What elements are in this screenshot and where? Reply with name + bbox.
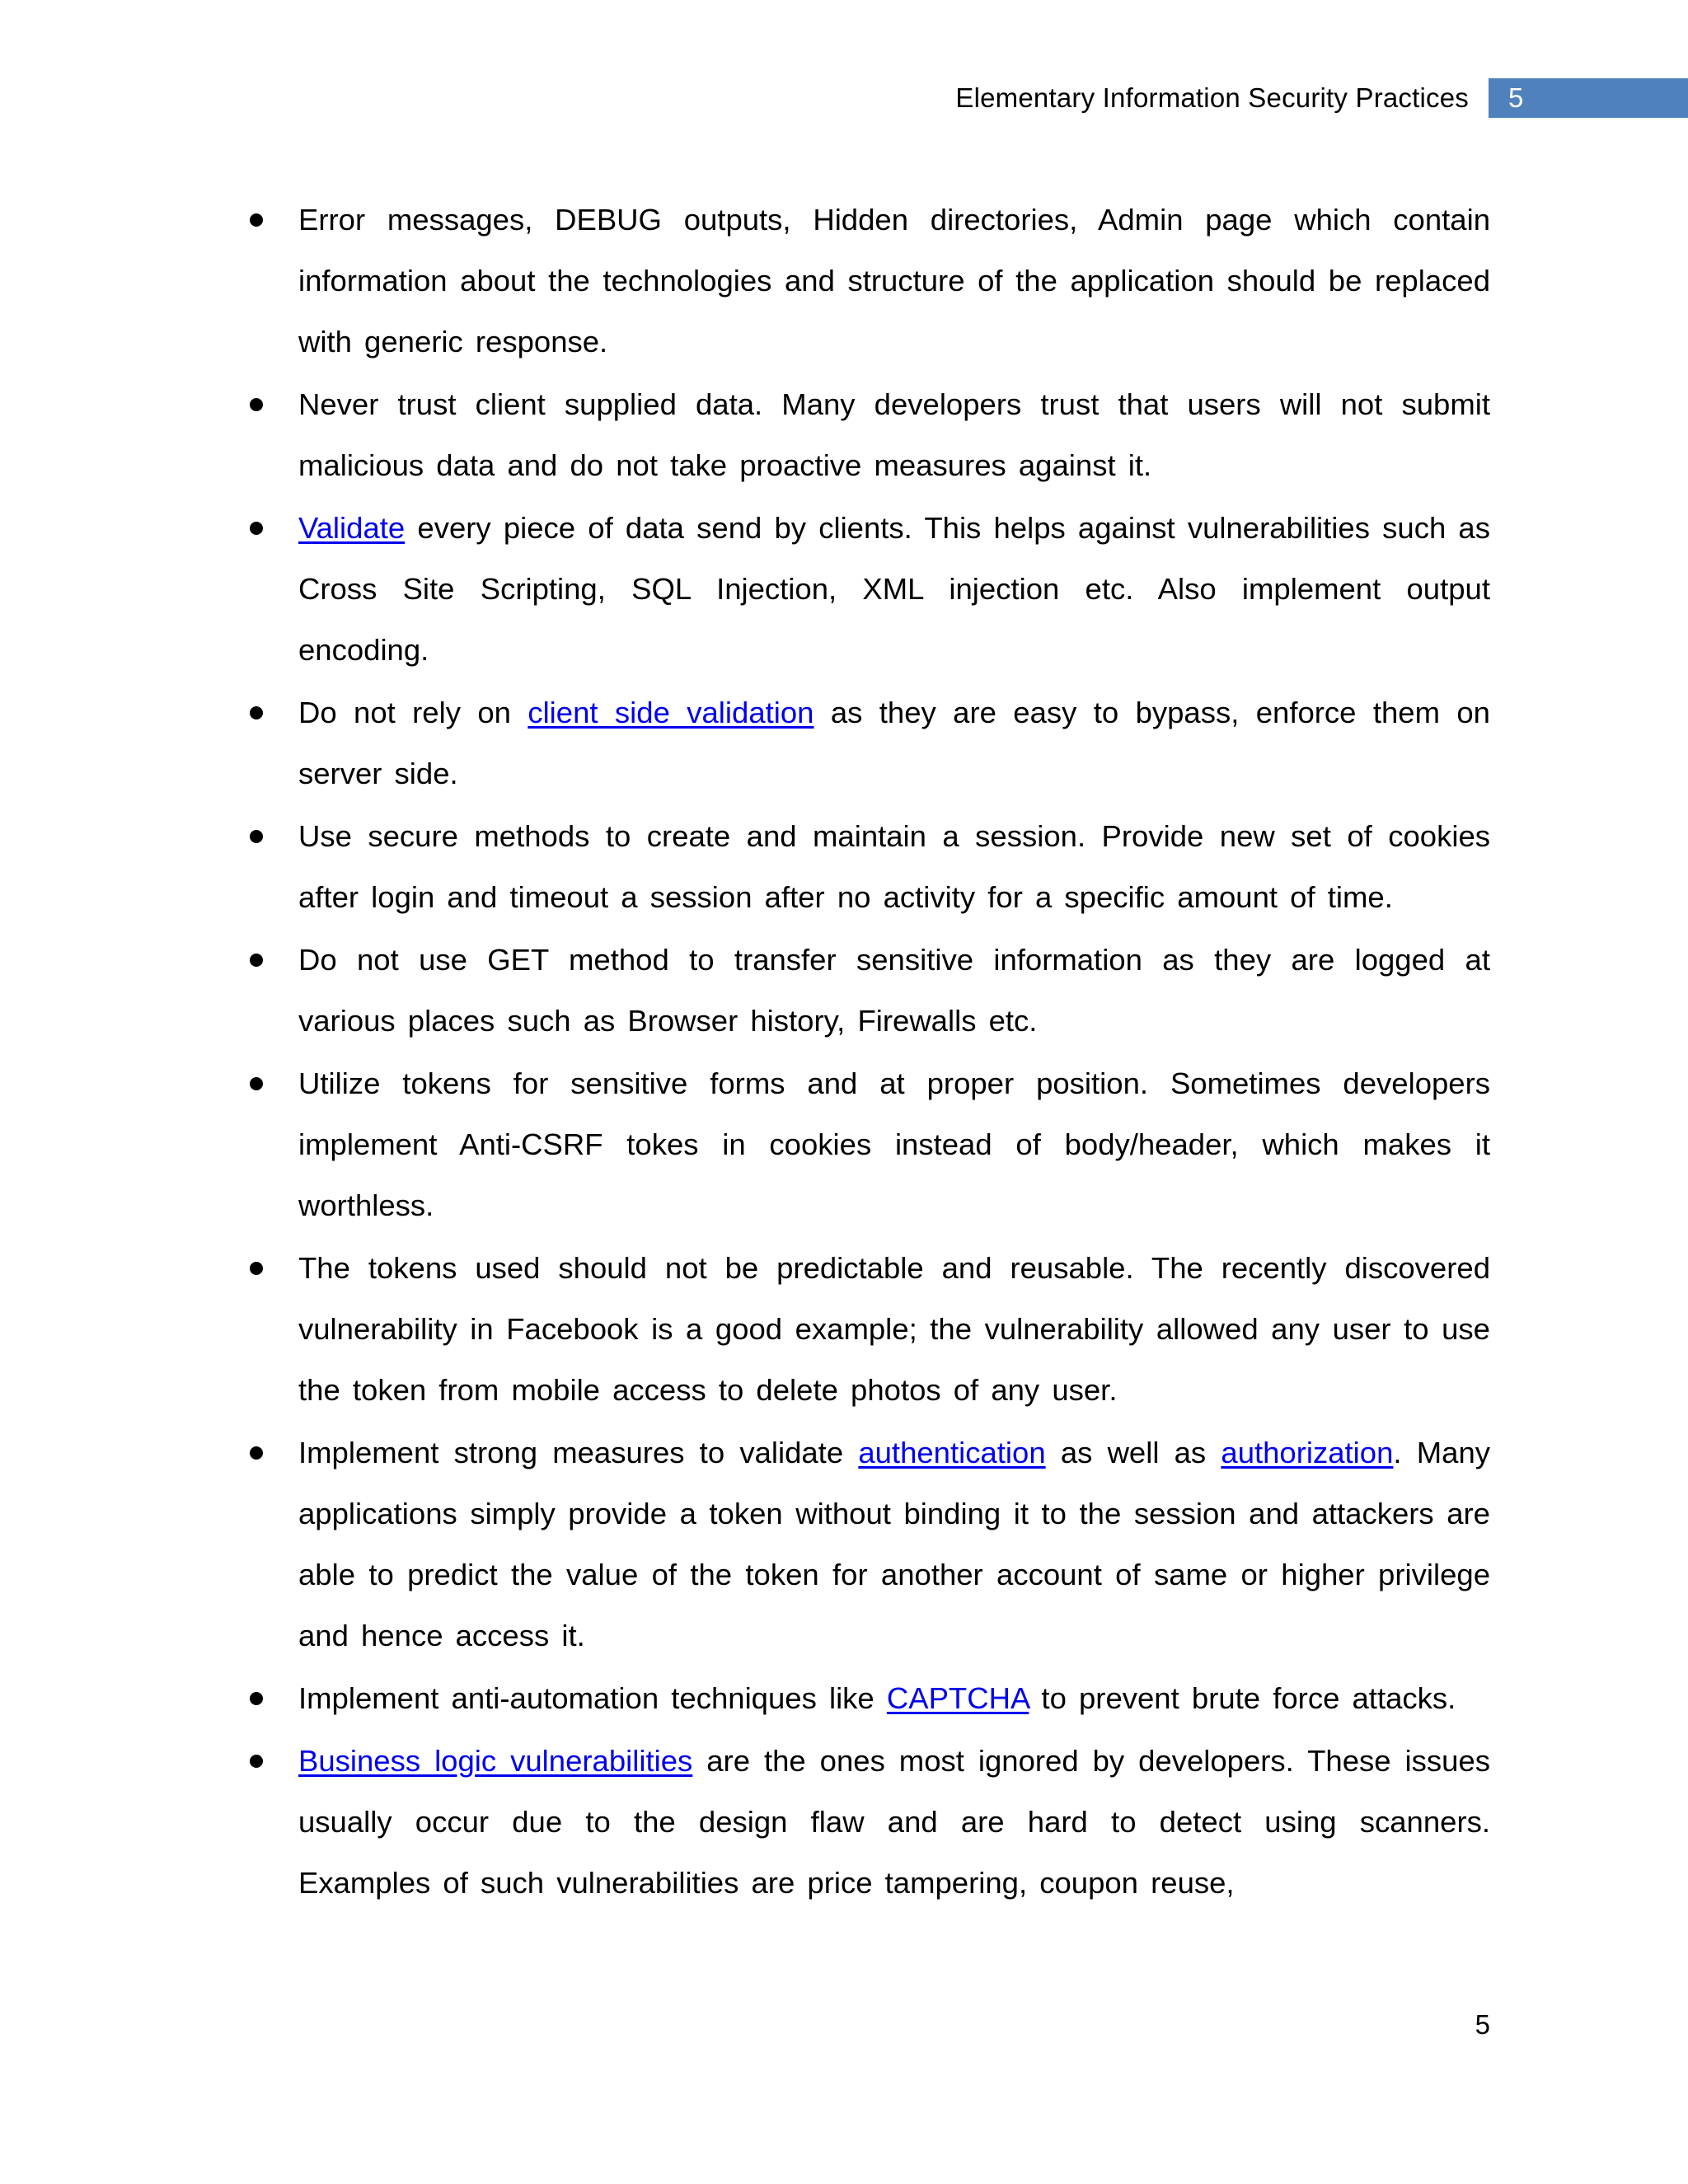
bullet-text: The tokens used should not be predictable and reusable. The recently discovered vulnerability in Facebook is a good example; the vulnerability allowed any user to use the token from mobile access to delete photos of any user. [298, 1251, 1490, 1407]
bullet-dot-icon [250, 522, 263, 535]
bullet-dot-icon [250, 1692, 263, 1705]
bullet-item [244, 1668, 1490, 1729]
bullet-item [244, 806, 1490, 928]
bullet-dot-icon [250, 830, 263, 843]
bullet-text: Utilize tokens for sensitive forms and at proper position. Sometimes developers implement Anti-CSRF tokes in cookies instead of body/header, which makes it worthless. [298, 1066, 1490, 1222]
bullet-dot-icon [250, 1446, 263, 1460]
hyperlink[interactable]: Business logic vulnerabilities [298, 1744, 693, 1778]
hyperlink[interactable]: authorization [1221, 1436, 1394, 1469]
header-title: Elementary Information Security Practices [955, 82, 1469, 113]
bullet-dot-icon [250, 954, 263, 967]
bullet-item [244, 190, 1490, 373]
bullet-item [244, 682, 1490, 804]
bullet-dot-icon [250, 1077, 263, 1090]
bullet-text: every piece of data send by clients. This helps against vulnerabilities such as Cross Site Scripting, SQL Injection, XML injection etc. Also implement output encoding. [298, 511, 1490, 667]
bullet-item [244, 930, 1490, 1052]
bullet-item [244, 1053, 1490, 1236]
bullet-item [244, 1731, 1490, 1914]
page-body [244, 190, 1490, 1915]
bullet-text: Never trust client supplied data. Many developers trust that users will not submit malicious data and do not take proactive measures against it. [298, 387, 1490, 482]
bullet-text: . Many applications simply provide a token without binding it to the session and attackers are able to predict the value of the token for another account of same or higher privilege and hence access it. [298, 1436, 1490, 1652]
bullet-text: Do not rely on [298, 696, 528, 729]
bullet-list [244, 190, 1490, 1914]
bullet-text: Use secure methods to create and maintain a session. Provide new set of cookies after login and timeout a session after no activity for a specific amount of time. [298, 819, 1490, 914]
bullet-dot-icon [250, 398, 263, 411]
bullet-item [244, 1238, 1490, 1421]
bullet-text: Do not use GET method to transfer sensitive information as they are logged at various places such as Browser history, Firewalls etc. [298, 943, 1490, 1038]
running-header [955, 78, 1688, 118]
bullet-text: Implement strong measures to validate [298, 1436, 859, 1469]
bullet-dot-icon [250, 706, 263, 719]
bullet-text: Error messages, DEBUG outputs, Hidden directories, Admin page which contain information about the technologies and structure of the application should be replaced with generic response. [298, 203, 1490, 359]
footer-page-number: 5 [1475, 2009, 1490, 2040]
bullet-text: are the ones most ignored by developers. These issues usually occur due to the design flaw and are hard to detect using scanners. Examples of such vulnerabilities are price tampering, coupon reuse, [298, 1744, 1491, 1900]
bullet-dot-icon [250, 213, 263, 227]
header-page-badge [1489, 78, 1688, 118]
hyperlink[interactable]: Validate [298, 511, 406, 545]
bullet-item [244, 374, 1490, 496]
hyperlink[interactable]: client side validation [528, 696, 814, 729]
bullet-item [244, 1422, 1490, 1666]
header-page-number: 5 [1508, 82, 1524, 113]
hyperlink[interactable]: authentication [858, 1436, 1046, 1469]
hyperlink[interactable]: CAPTCHA [886, 1681, 1029, 1715]
bullet-text: Implement anti-automation techniques like [298, 1681, 887, 1715]
bullet-text: to prevent brute force attacks. [1029, 1681, 1456, 1715]
bullet-dot-icon [250, 1262, 263, 1275]
bullet-dot-icon [250, 1755, 263, 1768]
bullet-item [244, 498, 1490, 681]
bullet-text: as they are easy to bypass, enforce them on server side. [298, 696, 1490, 790]
bullet-text: as well as [1045, 1436, 1221, 1469]
